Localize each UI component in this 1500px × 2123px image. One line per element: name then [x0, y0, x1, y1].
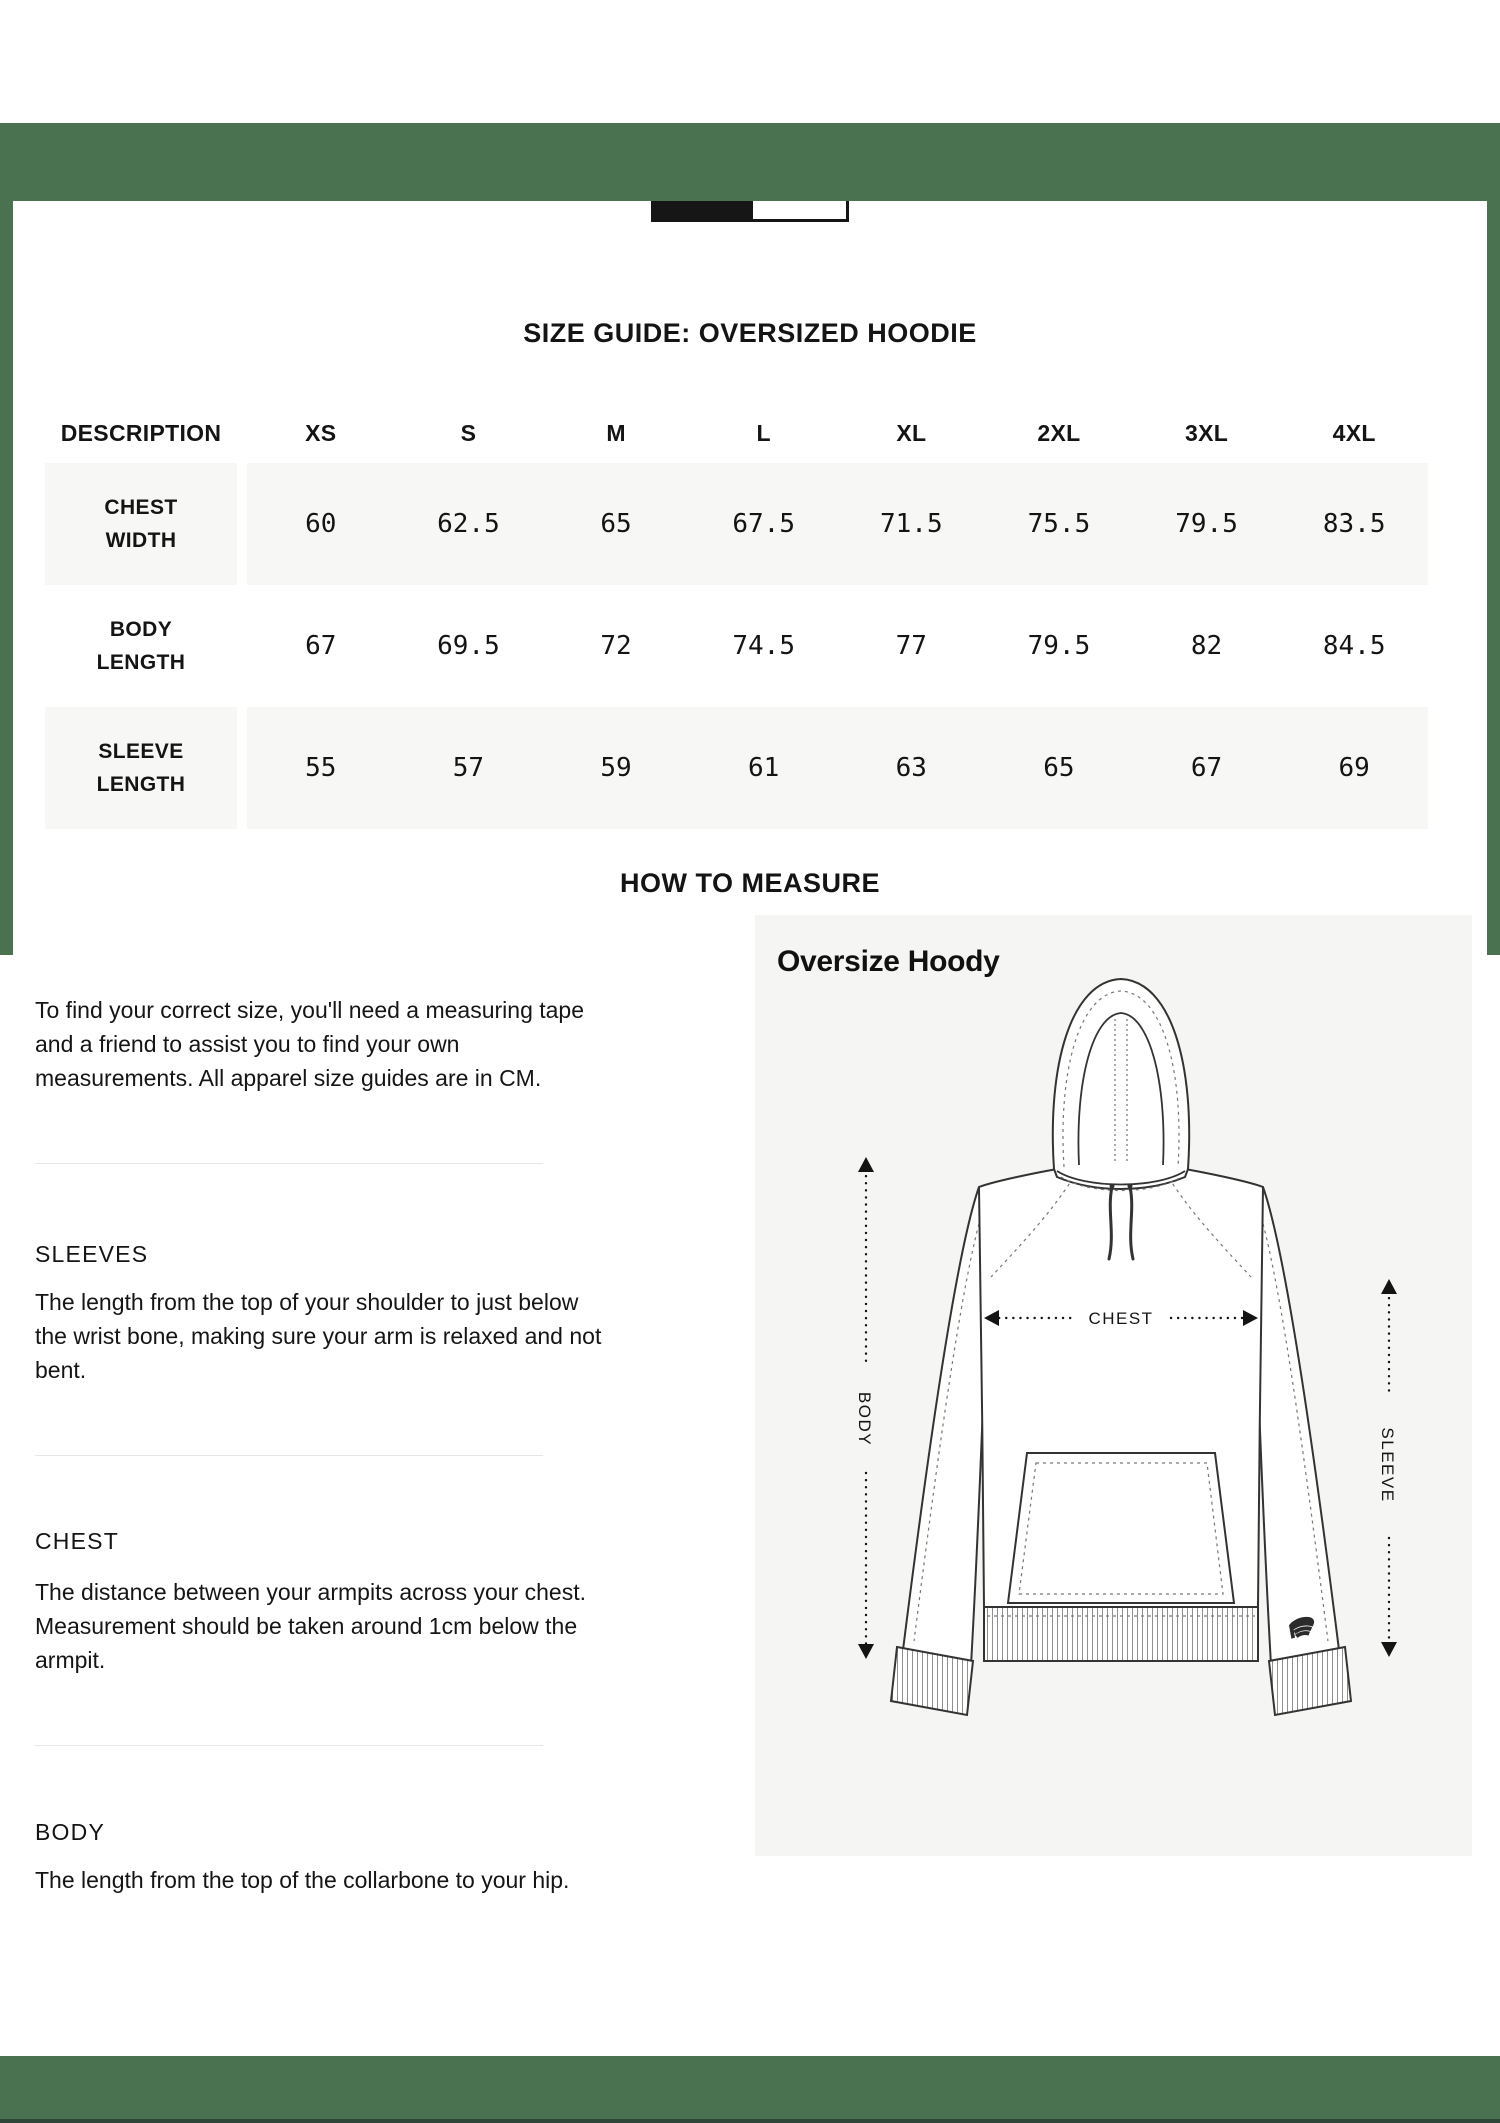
grommet — [1128, 1184, 1133, 1189]
kangaroo-pocket — [1008, 1453, 1234, 1603]
table-row-body-length — [45, 585, 1428, 707]
chest-text: The distance between your armpits across your chest. Measurement should be taken around 1cm below the armpit. — [35, 1579, 586, 1673]
value-cell: 74.5 — [732, 631, 795, 661]
value-cell: 62.5 — [437, 509, 500, 539]
header-cell-xs: XS — [305, 419, 337, 446]
value-cell: 71.5 — [880, 509, 943, 539]
body-arrow-label: BODY — [855, 1391, 874, 1447]
how-to-measure-title: HOW TO MEASURE — [619, 868, 880, 898]
value-cell: 82 — [1190, 631, 1223, 661]
value-cell: 79.5 — [1027, 631, 1091, 661]
how-to-measure-section — [0, 915, 1500, 2000]
body-heading: BODY — [35, 1819, 105, 1845]
value-cell: 72 — [600, 631, 632, 661]
value-cell: 57 — [452, 753, 485, 783]
body-text: The length from the top of the collarbone to your hip. — [35, 1867, 570, 1893]
row-label-chest-width: CHEST WIDTH — [45, 463, 237, 585]
page-frame-top — [0, 123, 1500, 201]
header-cell-2xl: 2XL — [1037, 419, 1081, 446]
hoodie-illustration — [755, 915, 1472, 1856]
chest-arrow-label: CHEST — [1088, 1309, 1154, 1328]
table-gap — [237, 403, 247, 463]
chest-heading: CHEST — [35, 1528, 119, 1554]
value-cell: 77 — [895, 631, 927, 661]
sleeves-text: The length from the top of your shoulder to just below the wrist bone, making sure your arm is relaxed and not bent. — [35, 1289, 602, 1383]
section-divider — [35, 1455, 543, 1456]
header-cell-s: S — [460, 419, 477, 446]
size-table — [45, 403, 1428, 829]
value-cell: 75.5 — [1027, 509, 1091, 539]
value-cell: 63 — [895, 753, 927, 783]
diagram-panel — [755, 915, 1472, 1856]
value-cell: 60 — [305, 509, 337, 539]
value-cell: 67 — [305, 631, 337, 661]
sleeve-arrow-label: SLEEVE — [1378, 1427, 1397, 1503]
header-cell-3xl: 3XL — [1185, 419, 1229, 446]
value-cell: 83.5 — [1322, 509, 1386, 539]
grommet — [1110, 1184, 1115, 1189]
header-cell-4xl: 4XL — [1332, 419, 1376, 446]
section-divider — [35, 1163, 543, 1164]
table-row-chest-width — [45, 463, 1428, 585]
page-frame-bottom-edge — [0, 2119, 1500, 2123]
page-frame-left — [0, 201, 13, 955]
header-cell-m: M — [606, 419, 626, 446]
value-cell: 67.5 — [732, 509, 795, 539]
value-cell: 61 — [748, 753, 780, 783]
table-row-sleeve-length — [45, 707, 1428, 829]
value-cell: 69 — [1338, 753, 1370, 783]
section-divider — [35, 1745, 543, 1746]
intro-text: To find your correct size, you'll need a measuring tape and a friend to assist you to find your own measurements. All apparel size guides are in CM. — [35, 997, 585, 1091]
diagram-title: Oversize Hoody — [777, 945, 1000, 978]
value-cell: 67 — [1190, 753, 1223, 783]
page-frame-right — [1487, 201, 1500, 955]
value-cell: 69.5 — [437, 631, 500, 661]
waistband — [984, 1607, 1258, 1661]
value-cell: 65 — [1043, 753, 1075, 783]
value-cell: 65 — [600, 509, 632, 539]
header-cell-l: L — [756, 419, 771, 446]
row-label-body-length: BODY LENGTH — [96, 618, 186, 674]
table-gap — [237, 585, 247, 707]
value-cell: 59 — [600, 753, 632, 783]
header-cell-xl: XL — [896, 419, 927, 446]
table-gap — [237, 463, 247, 585]
sleeves-heading: SLEEVES — [35, 1241, 149, 1267]
value-cell: 84.5 — [1322, 631, 1386, 661]
header-cell-description: DESCRIPTION — [60, 419, 222, 446]
table-header-row — [45, 403, 1428, 463]
value-cell: 55 — [305, 753, 337, 783]
size-guide-title: SIZE GUIDE: OVERSIZED HOODIE — [523, 318, 977, 348]
page-frame-bottom — [0, 2056, 1500, 2123]
value-cell: 79.5 — [1175, 509, 1238, 539]
row-label-sleeve-length: SLEEVE LENGTH — [45, 707, 237, 829]
table-gap — [237, 707, 247, 829]
